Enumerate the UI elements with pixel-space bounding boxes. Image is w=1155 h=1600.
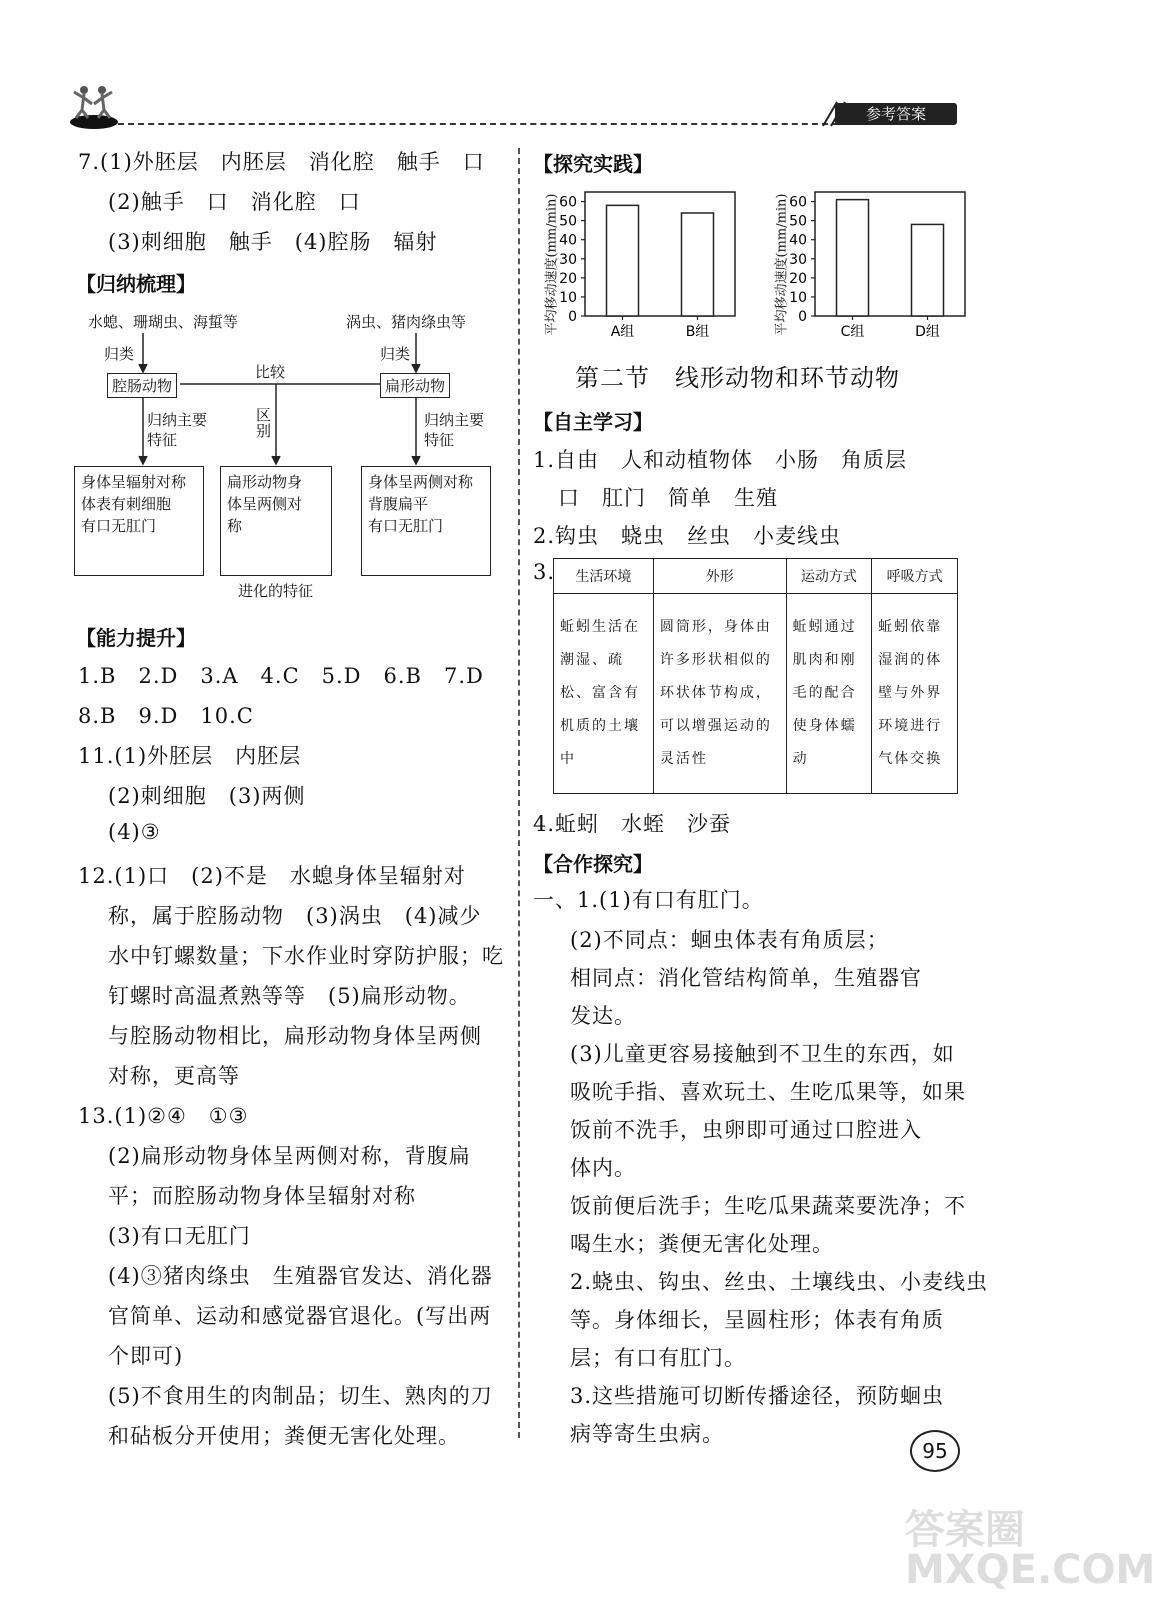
chart-1-ytick-label: 0 (568, 309, 577, 325)
diagram-diff-1: 区 (256, 406, 272, 424)
h-line-13: 层；有口有肛门。 (570, 1346, 746, 1370)
h-line-8: 体内。 (570, 1156, 636, 1180)
answers-line-2: 8.B 9.D 10.C (78, 704, 254, 728)
q7-line-2: (2)触手 口 消化腔 口 (108, 190, 361, 214)
chart-2-ylabel: 平均移动速度(mm/min) (774, 193, 790, 336)
q13-line-7: 个即可) (108, 1344, 184, 1368)
h-line-15: 病等寄生虫病。 (570, 1422, 724, 1446)
q13-line-1: 13.(1)②④ ①③ (78, 1104, 249, 1128)
q7-line-3: (3)刺细胞 触手 (4)腔肠 辐射 (108, 230, 438, 254)
chart-2-ytick-label: 20 (789, 270, 807, 287)
chart-2-category-label: D组 (915, 324, 940, 340)
q11-line-2: (2)刺细胞 (3)两侧 (108, 784, 306, 808)
section-neng: 【能力提升】 (76, 626, 196, 650)
diagram-feature-right: 归纳主要 (424, 411, 485, 429)
section-title-2: 第二节 线形动物和环节动物 (575, 364, 900, 392)
diagram-evolve: 进化的特征 (238, 582, 314, 600)
q12-line-5: 与腔肠动物相比，扁形动物身体呈两侧 (108, 1024, 482, 1048)
section-guina: 【归纳梳理】 (76, 272, 196, 296)
chart-2-ytick-label: 60 (789, 194, 807, 211)
diagram-box-left: 身体呈辐射对称 体表有刺细胞 有口无肛门 (74, 466, 204, 576)
h-line-9: 饭前便后洗手；生吃瓜果蔬菜要洗净；不 (570, 1194, 966, 1218)
diagram-compare: 比较 (255, 363, 286, 381)
z1-line-1: 1.自由 人和动植物体 小肠 角质层 (533, 448, 908, 472)
h-line-2: (2)不同点：蛔虫体表有角质层； (570, 928, 889, 952)
q13-line-3: 平；而腔肠动物身体呈辐射对称 (108, 1184, 416, 1208)
diagram-top-left: 水螅、珊瑚虫、海蜇等 (88, 313, 239, 331)
table-header: 运动方式 (786, 559, 872, 594)
table-header: 外形 (653, 559, 786, 594)
chart-1-ytick-label: 40 (559, 232, 577, 249)
q13-line-9: 和砧板分开使用；粪便无害化处理。 (108, 1424, 460, 1448)
q13-line-5: (4)③猪肉绦虫 生殖器官发达、消化器 (108, 1264, 493, 1288)
z2-line: 2.钩虫 蛲虫 丝虫 小麦线虫 (533, 524, 842, 548)
chart-2-ytick-label: 40 (789, 232, 807, 249)
section-hezuo: 【合作探究】 (533, 852, 653, 876)
diagram-feature-right-2: 特征 (424, 431, 455, 449)
diagram-classify-left: 归类 (104, 345, 135, 363)
chart-1-bar (682, 213, 714, 316)
chart-2-ytick-label: 0 (798, 309, 807, 325)
chart-1-ylabel: 平均移动速度(mm/min) (544, 193, 560, 336)
diagram-node-flatworm: 扁形动物 (380, 373, 450, 398)
q12-line-3: 水中钉螺数量；下水作业时穿防护服；吃 (108, 944, 504, 968)
table-cell: 蚯蚓生活在潮湿、疏松、富含有机质的土壤中 (554, 594, 654, 794)
chart-1-ytick-label: 10 (559, 289, 577, 306)
diagram-diff-2: 别 (256, 422, 272, 440)
diagram-feature-left-2: 特征 (147, 431, 178, 449)
chart-2 (765, 185, 980, 355)
q13-line-6: 官简单、运动和感觉器官退化。(写出两 (108, 1304, 492, 1328)
q12-line-6: 对称，更高等 (108, 1064, 240, 1088)
diagram-box-right: 身体呈两侧对称 背腹扁平 有口无肛门 (361, 466, 491, 576)
q7-line-1: 7.(1)外胚层 内胚层 消化腔 触手 口 (78, 150, 485, 174)
h-line-4: 发达。 (570, 1004, 636, 1028)
table-header: 呼吸方式 (872, 559, 958, 594)
diagram-node-cnidaria: 腔肠动物 (107, 373, 177, 398)
q13-line-8: (5)不食用生的肉制品；切生、熟肉的刀 (108, 1384, 493, 1408)
h-line-10: 喝生水；粪便无害化处理。 (570, 1232, 834, 1256)
header-badge: 参考答案 (835, 103, 957, 125)
h-line-3: 相同点：消化管结构简单，生殖器官 (570, 966, 922, 990)
chart-2-ytick-label: 30 (789, 251, 807, 268)
h-line-7: 饭前不洗手，虫卵即可通过口腔进入 (570, 1118, 922, 1142)
h-line-12: 等。身体细长，呈圆柱形；体表有角质 (570, 1308, 944, 1332)
chart-1-ytick-label: 30 (559, 251, 577, 268)
q12-line-2: 称，属于腔肠动物 (3)涡虫 (4)减少 (108, 904, 482, 928)
table-cell: 圆筒形，身体由许多形状相似的环状体节构成，可以增强运动的灵活性 (653, 594, 786, 794)
page-number: 95 (910, 1430, 960, 1472)
diagram-feature-left: 归纳主要 (147, 411, 208, 429)
q11-line-1: 11.(1)外胚层 内胚层 (78, 744, 302, 768)
chart-1-bar (607, 205, 639, 316)
chart-1-ytick-label: 50 (559, 213, 577, 230)
z1-line-2: 口 肛门 简单 生殖 (558, 486, 778, 510)
chart-2-ytick-label: 10 (789, 289, 807, 306)
table-cell: 蚯蚓通过肌肉和刚毛的配合使身体蠕动 (786, 594, 872, 794)
chart-2-category-label: C组 (840, 324, 865, 340)
h-line-5: (3)儿童更容易接触到不卫生的东西，如 (570, 1042, 955, 1066)
q12-line-4: 钉螺时高温煮熟等等 (5)扁形动物。 (108, 984, 471, 1008)
q13-line-4: (3)有口无肛门 (108, 1224, 251, 1248)
h-line-1: 一、1.(1)有口有肛门。 (533, 888, 764, 912)
section-tanjiu: 【探究实践】 (533, 152, 653, 176)
earthworm-table (553, 558, 958, 794)
q11-line-3: (4)③ (108, 820, 161, 844)
diagram-classify-right: 归类 (380, 345, 411, 363)
h-line-11: 2.蛲虫、钩虫、丝虫、土壤线虫、小麦线虫 (570, 1270, 989, 1294)
table-header: 生活环境 (554, 559, 654, 594)
h-line-6: 吸吮手指、喜欢玩土、生吃瓜果等，如果 (570, 1080, 966, 1104)
diagram-top-right: 涡虫、猪肉绦虫等 (346, 313, 467, 331)
diagram-box-mid: 扁形动物身 体呈两侧对 称 (220, 466, 332, 576)
q13-line-2: (2)扁形动物身体呈两侧对称，背腹扁 (108, 1144, 471, 1168)
chart-2-bar (912, 224, 944, 316)
z3-number: 3. (533, 560, 556, 584)
table-cell: 蚯蚓依靠湿润的体壁与外界环境进行气体交换 (872, 594, 958, 794)
chart-1-category-label: B组 (685, 324, 710, 340)
chart-1 (535, 185, 750, 355)
watermark: 答案圈 MXQE.COM (905, 1507, 1155, 1593)
answers-line-1: 1.B 2.D 3.A 4.C 5.D 6.B 7.D (78, 664, 484, 688)
chart-1-category-label: A组 (610, 324, 635, 340)
chart-1-ytick-label: 60 (559, 194, 577, 211)
chart-2-bar (837, 200, 869, 316)
q12-line-1: 12.(1)口 (2)不是 水螅身体呈辐射对 (78, 864, 466, 888)
z4-line: 4.蚯蚓 水蛭 沙蚕 (533, 812, 732, 836)
section-zizhu: 【自主学习】 (533, 410, 653, 434)
h-line-14: 3.这些措施可切断传播途径，预防蛔虫 (570, 1384, 945, 1408)
chart-1-ytick-label: 20 (559, 270, 577, 287)
chart-2-ytick-label: 50 (789, 213, 807, 230)
